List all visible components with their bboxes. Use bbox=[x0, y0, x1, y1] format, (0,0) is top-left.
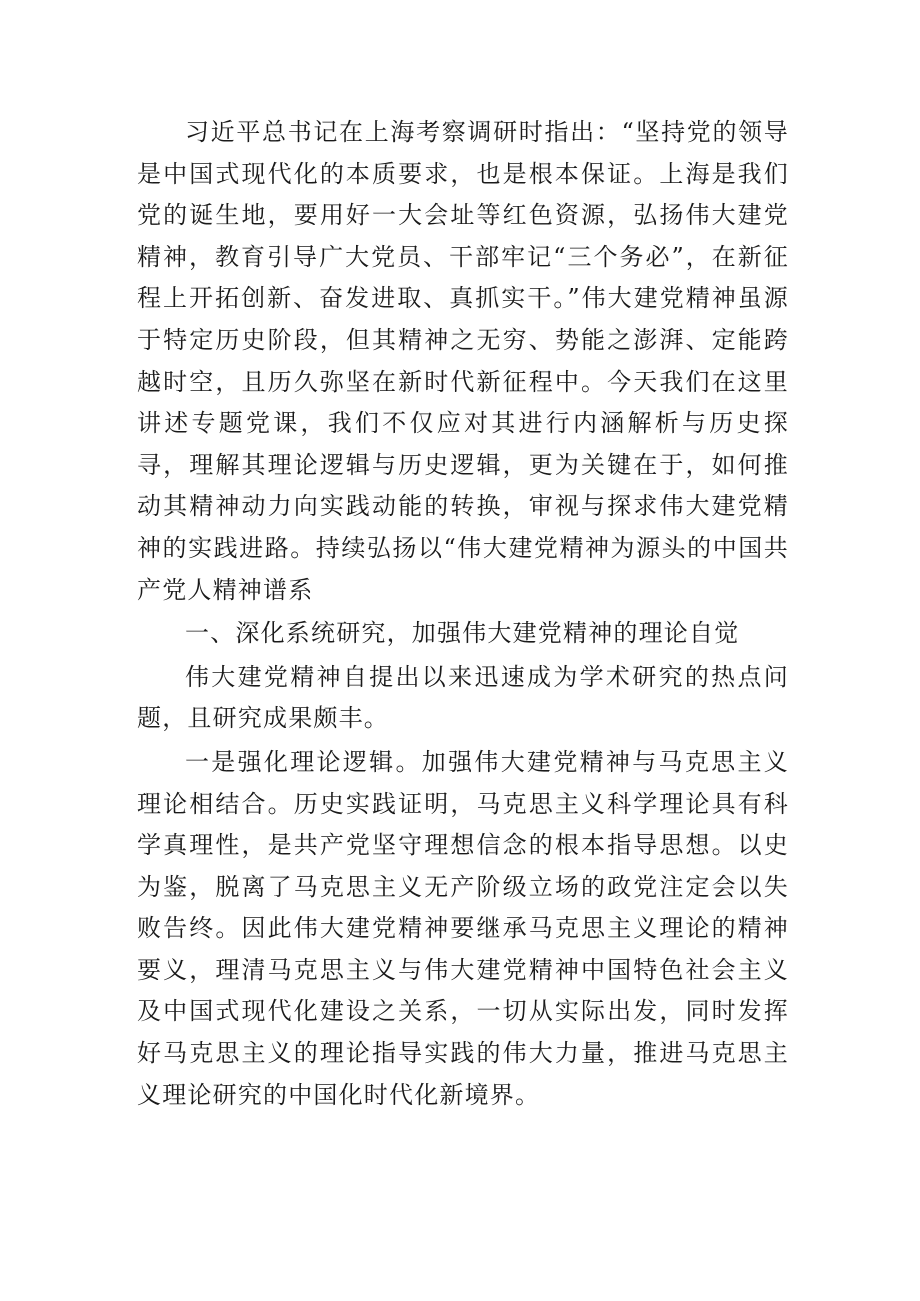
section-intro-paragraph: 伟大建党精神自提出以来迅速成为学术研究的热点问题，且研究成果颇丰。 bbox=[137, 662, 789, 733]
theory-logic-paragraph: 一是强化理论逻辑。加强伟大建党精神与马克思主义理论相结合。历史实践证明，马克思主义科学理论具有科学真理性，是共产党坚守理想信念的根本指导思想。以史为鉴，脱离了马克思主义无产阶级立场的政党注定会以失败告终。因此伟大建党精神要继承马克思主义理论的精神要义，理清马克思主义与伟大建党精神中国特色社会主义及中国式现代化建设之关系，一切从实际出发，同时发挥好马克思主义的理论指导实践的伟大力量，推进马克思主义理论研究的中国化时代化新境界。 bbox=[137, 747, 789, 1109]
document-body bbox=[137, 112, 789, 1116]
intro-paragraph: 习近平总书记在上海考察调研时指出：“坚持党的领导是中国式现代化的本质要求，也是根本保证。上海是我们党的诞生地，要用好一大会址等红色资源，弘扬伟大建党精神，教育引导广大党员、干部牢记“三个务必”，在新征程上开拓创新、奋发进取、真抓实干。”伟大建党精神虽源于特定历史阶段，但其精神之无穷、势能之澎湃、定能跨越时空，且历久弥坚在新时代新征程中。今天我们在这里讲述专题党课，我们不仅应对其进行内涵解析与历史探寻，理解其理论逻辑与历史逻辑，更为关键在于，如何推动其精神动力向实践动能的转换，审视与探求伟大建党精神的实践进路。持续弘扬以“伟大建党精神为源头的中国共产党人精神谱系 bbox=[137, 118, 789, 604]
section-heading: 一、深化系统研究，加强伟大建党精神的理论自觉 bbox=[185, 619, 740, 648]
